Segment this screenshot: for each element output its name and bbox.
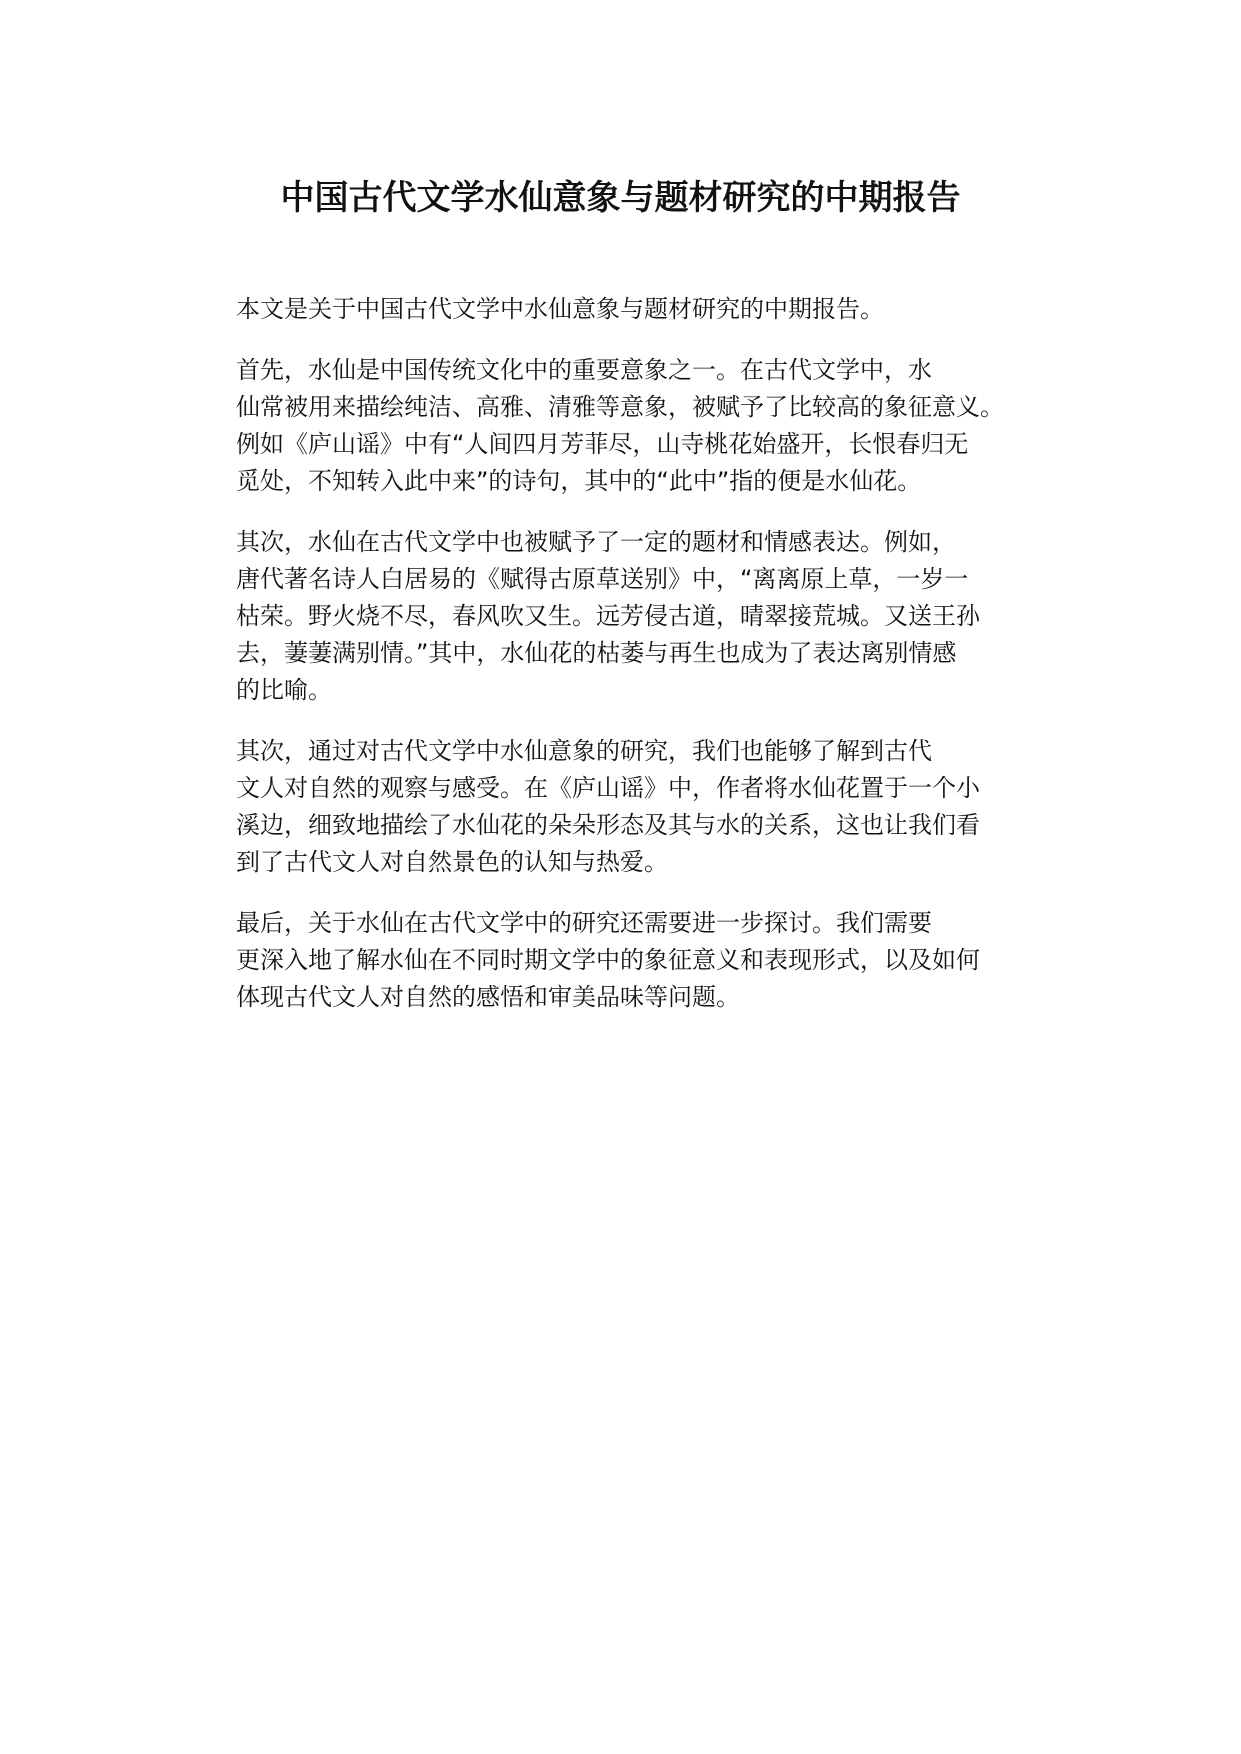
paragraph-third: [188, 733, 1083, 881]
paragraph-line: 最后，关于水仙在古代文学中的研究还需要进一步探讨。我们需要: [236, 909, 932, 937]
paragraph-line: 本文是关于中国古代文学中水仙意象与题材研究的中期报告。: [236, 295, 884, 323]
paragraph-line: 溪边，细致地描绘了水仙花的朵朵形态及其与水的关系，这也让我们看: [236, 811, 980, 839]
paragraph-line: 枯荣。野火烧不尽，春风吹又生。远芳侵古道，晴翠接荒城。又送王孙: [236, 602, 980, 630]
paragraph-line: 觅处，不知转入此中来”的诗句，其中的“此中”指的便是水仙花。: [236, 467, 922, 495]
paragraph-line: 体现古代文人对自然的感悟和审美品味等问题。: [236, 983, 740, 1011]
paragraph-line: 的比喻。: [236, 676, 332, 704]
paragraph-line: 仙常被用来描绘纯洁、高雅、清雅等意象，被赋予了比较高的象征意义。: [236, 393, 1004, 421]
paragraph-line: 其次，通过对古代文学中水仙意象的研究，我们也能够了解到古代: [236, 737, 932, 765]
paragraph-first: [188, 352, 1083, 500]
paragraph-line: 例如《庐山谣》中有“人间四月芳菲尽，山寺桃花始盛开，长恨春归无: [236, 430, 969, 458]
paragraph-line: 到了古代文人对自然景色的认知与热爱。: [236, 848, 668, 876]
document-title: 中国古代文学水仙意象与题材研究的中期报告: [280, 178, 961, 218]
paragraph-line: 文人对自然的观察与感受。在《庐山谣》中，作者将水仙花置于一个小: [236, 774, 980, 802]
document-body: [188, 291, 1083, 1040]
paragraph-line: 其次，水仙在古代文学中也被赋予了一定的题材和情感表达。例如，: [236, 528, 956, 556]
paragraph-line: 唐代著名诗人白居易的《赋得古原草送别》中，“离离原上草，一岁一: [236, 565, 969, 593]
paragraph-intro: [188, 291, 1083, 328]
paragraph-line: 更深入地了解水仙在不同时期文学中的象征意义和表现形式，以及如何: [236, 946, 980, 974]
paragraph-second: [188, 524, 1083, 709]
paragraph-conclusion: [188, 905, 1083, 1016]
paragraph-line: 去，萋萋满别情。”其中，水仙花的枯萎与再生也成为了表达离别情感: [236, 639, 957, 667]
paragraph-line: 首先，水仙是中国传统文化中的重要意象之一。在古代文学中，水: [236, 356, 932, 384]
